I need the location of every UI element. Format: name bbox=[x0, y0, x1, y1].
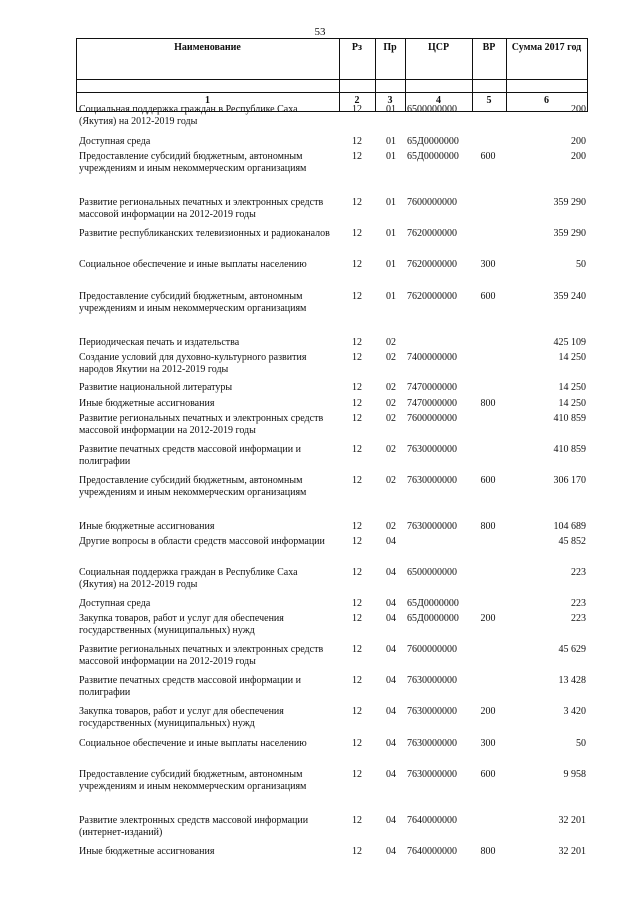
header-num-6: 6 bbox=[544, 95, 549, 106]
row-sum: 359 290 bbox=[553, 197, 586, 208]
row-csr: 7630000000 bbox=[407, 706, 457, 717]
row-pr: 01 bbox=[386, 259, 396, 270]
row-csr: 7470000000 bbox=[407, 398, 457, 409]
row-name: Развитие национальной литературы bbox=[79, 382, 233, 393]
row-name: Иные бюджетные ассигнования bbox=[79, 398, 215, 409]
row-pr: 04 bbox=[386, 598, 396, 609]
row-vr: 600 bbox=[480, 475, 496, 486]
row-sum: 45 629 bbox=[558, 644, 586, 655]
row-rz: 12 bbox=[352, 815, 362, 826]
row-rz: 12 bbox=[352, 644, 362, 655]
row-sum: 14 250 bbox=[558, 352, 586, 363]
row-vr: 200 bbox=[480, 706, 496, 717]
row-name: Иные бюджетные ассигнования bbox=[79, 846, 215, 857]
row-pr: 02 bbox=[386, 352, 396, 363]
row-sum: 32 201 bbox=[558, 815, 586, 826]
row-name: Закупка товаров, работ и услуг для обеспечения государственных (муниципальных) нужд bbox=[79, 706, 284, 729]
row-csr: 7600000000 bbox=[407, 644, 457, 655]
row-csr: 7620000000 bbox=[407, 291, 457, 302]
row-name: Периодическая печать и издательства bbox=[79, 337, 240, 348]
row-pr: 02 bbox=[386, 475, 396, 486]
row-sum: 3 420 bbox=[563, 706, 586, 717]
row-pr: 04 bbox=[386, 613, 396, 624]
row-sum: 32 201 bbox=[558, 846, 586, 857]
row-csr: 7630000000 bbox=[407, 769, 457, 780]
row-name: Предоставление субсидий бюджетным, автономным учреждениям и иным некоммерческим организациям bbox=[79, 151, 307, 174]
row-csr: 7630000000 bbox=[407, 738, 457, 749]
row-rz: 12 bbox=[352, 613, 362, 624]
row-sum: 50 bbox=[576, 259, 586, 270]
row-sum: 200 bbox=[571, 104, 586, 115]
row-vr: 300 bbox=[480, 259, 496, 270]
header-sum: Сумма 2017 год bbox=[511, 42, 582, 53]
row-name: Развитие печатных средств массовой информации и полиграфии bbox=[79, 675, 301, 698]
row-pr: 04 bbox=[386, 706, 396, 717]
row-rz: 12 bbox=[352, 291, 362, 302]
row-sum: 45 852 bbox=[558, 536, 586, 547]
row-sum: 14 250 bbox=[558, 398, 586, 409]
row-sum: 9 958 bbox=[563, 769, 586, 780]
header-rz: Рз bbox=[351, 42, 363, 53]
row-sum: 50 bbox=[576, 738, 586, 749]
header-num-1: 1 bbox=[205, 95, 210, 106]
row-name: Доступная среда bbox=[79, 598, 151, 609]
row-pr: 02 bbox=[386, 521, 396, 532]
row-vr: 600 bbox=[480, 291, 496, 302]
row-csr: 7640000000 bbox=[407, 846, 457, 857]
row-name: Доступная среда bbox=[79, 136, 151, 147]
header-num-3: 3 bbox=[387, 95, 393, 106]
row-vr: 600 bbox=[480, 151, 496, 162]
header-num-5: 5 bbox=[486, 95, 492, 106]
header-vr: ВР bbox=[482, 42, 496, 53]
row-pr: 04 bbox=[386, 738, 396, 749]
row-pr: 02 bbox=[386, 398, 396, 409]
row-sum: 410 859 bbox=[553, 444, 586, 455]
row-name: Развитие республиканских телевизионных и радиоканалов bbox=[79, 228, 330, 239]
row-vr: 200 bbox=[480, 613, 496, 624]
row-csr: 65Д0000000 bbox=[407, 598, 459, 609]
row-pr: 01 bbox=[386, 104, 396, 115]
row-rz: 12 bbox=[352, 769, 362, 780]
row-csr: 7630000000 bbox=[407, 675, 457, 686]
page-number: 53 bbox=[314, 26, 326, 38]
row-sum: 223 bbox=[571, 598, 586, 609]
row-pr: 02 bbox=[386, 337, 396, 348]
row-csr: 7630000000 bbox=[407, 444, 457, 455]
row-vr: 800 bbox=[480, 398, 496, 409]
row-csr: 65Д0000000 bbox=[407, 151, 459, 162]
row-rz: 12 bbox=[352, 104, 362, 115]
row-csr: 7400000000 bbox=[407, 352, 457, 363]
row-name: Создание условий для духовно-культурного развития народов Якутии на 2012-2019 годы bbox=[79, 352, 307, 375]
row-sum: 359 290 bbox=[553, 228, 586, 239]
row-name: Предоставление субсидий бюджетным, автономным учреждениям и иным некоммерческим организациям bbox=[79, 291, 307, 314]
row-sum: 306 170 bbox=[553, 475, 586, 486]
row-pr: 04 bbox=[386, 536, 396, 547]
row-rz: 12 bbox=[352, 521, 362, 532]
row-csr: 7470000000 bbox=[407, 382, 457, 393]
row-rz: 12 bbox=[352, 444, 362, 455]
row-vr: 800 bbox=[480, 846, 496, 857]
row-rz: 12 bbox=[352, 706, 362, 717]
row-sum: 223 bbox=[571, 567, 586, 578]
row-name: Предоставление субсидий бюджетным, автономным учреждениям и иным некоммерческим организациям bbox=[79, 769, 307, 792]
row-name: Развитие региональных печатных и электронных средств массовой информации на 2012-2019 годы bbox=[79, 644, 324, 667]
row-csr: 7640000000 bbox=[407, 815, 457, 826]
header-csr: ЦСР bbox=[427, 42, 450, 53]
row-csr: 65Д0000000 bbox=[407, 136, 459, 147]
row-name: Развитие региональных печатных и электронных средств массовой информации на 2012-2019 годы bbox=[79, 197, 324, 220]
row-rz: 12 bbox=[352, 475, 362, 486]
header-num-4: 4 bbox=[436, 95, 441, 106]
row-csr: 7630000000 bbox=[407, 475, 457, 486]
row-sum: 13 428 bbox=[558, 675, 586, 686]
row-vr: 300 bbox=[480, 738, 496, 749]
row-name: Закупка товаров, работ и услуг для обеспечения государственных (муниципальных) нужд bbox=[79, 613, 284, 636]
row-csr: 7600000000 bbox=[407, 197, 457, 208]
row-pr: 02 bbox=[386, 382, 396, 393]
row-csr: 65Д0000000 bbox=[407, 613, 459, 624]
row-rz: 12 bbox=[352, 197, 362, 208]
row-pr: 01 bbox=[386, 197, 396, 208]
row-vr: 600 bbox=[480, 769, 496, 780]
row-csr: 7630000000 bbox=[407, 521, 457, 532]
row-name: Развитие электронных средств массовой информации (интернет-изданий) bbox=[79, 815, 309, 838]
row-sum: 104 689 bbox=[553, 521, 586, 532]
row-name: Социальная поддержка граждан в Республике Саха (Якутия) на 2012-2019 годы bbox=[79, 104, 298, 127]
row-rz: 12 bbox=[352, 136, 362, 147]
row-sum: 359 240 bbox=[553, 291, 586, 302]
row-sum: 425 109 bbox=[553, 337, 586, 348]
header-num-2: 2 bbox=[354, 95, 360, 106]
row-name: Развитие печатных средств массовой информации и полиграфии bbox=[79, 444, 301, 467]
row-pr: 01 bbox=[386, 228, 396, 239]
row-rz: 12 bbox=[352, 259, 362, 270]
header-name: Наименование bbox=[174, 42, 241, 53]
header-pr: Пр bbox=[383, 42, 397, 53]
row-name: Социальное обеспечение и иные выплаты населению bbox=[79, 259, 307, 270]
row-name: Развитие региональных печатных и электронных средств массовой информации на 2012-2019 годы bbox=[79, 413, 324, 436]
row-pr: 04 bbox=[386, 675, 396, 686]
row-rz: 12 bbox=[352, 738, 362, 749]
row-vr: 800 bbox=[480, 521, 496, 532]
row-csr: 7620000000 bbox=[407, 228, 457, 239]
row-rz: 12 bbox=[352, 598, 362, 609]
row-rz: 12 bbox=[352, 567, 362, 578]
row-rz: 12 bbox=[352, 413, 362, 424]
row-rz: 12 bbox=[352, 151, 362, 162]
row-pr: 02 bbox=[386, 444, 396, 455]
row-pr: 04 bbox=[386, 567, 396, 578]
row-csr: 7620000000 bbox=[407, 259, 457, 270]
row-csr: 6500000000 bbox=[407, 567, 457, 578]
row-name: Другие вопросы в области средств массовой информации bbox=[79, 536, 325, 547]
row-rz: 12 bbox=[352, 228, 362, 239]
row-pr: 04 bbox=[386, 815, 396, 826]
row-pr: 01 bbox=[386, 136, 396, 147]
row-rz: 12 bbox=[352, 382, 362, 393]
row-csr: 7600000000 bbox=[407, 413, 457, 424]
row-pr: 04 bbox=[386, 644, 396, 655]
row-rz: 12 bbox=[352, 536, 362, 547]
row-pr: 04 bbox=[386, 769, 396, 780]
row-name: Иные бюджетные ассигнования bbox=[79, 521, 215, 532]
row-sum: 200 bbox=[571, 136, 586, 147]
row-rz: 12 bbox=[352, 352, 362, 363]
row-name: Социальная поддержка граждан в Республике Саха (Якутия) на 2012-2019 годы bbox=[79, 567, 298, 590]
row-pr: 04 bbox=[386, 846, 396, 857]
row-csr: 6500000000 bbox=[407, 104, 457, 115]
row-name: Предоставление субсидий бюджетным, автономным учреждениям и иным некоммерческим организациям bbox=[79, 475, 307, 498]
row-rz: 12 bbox=[352, 398, 362, 409]
row-rz: 12 bbox=[352, 846, 362, 857]
row-rz: 12 bbox=[352, 337, 362, 348]
row-rz: 12 bbox=[352, 675, 362, 686]
row-sum: 200 bbox=[571, 151, 586, 162]
row-sum: 223 bbox=[571, 613, 586, 624]
row-pr: 01 bbox=[386, 291, 396, 302]
row-sum: 410 859 bbox=[553, 413, 586, 424]
row-sum: 14 250 bbox=[558, 382, 586, 393]
row-pr: 02 bbox=[386, 413, 396, 424]
row-pr: 01 bbox=[386, 151, 396, 162]
row-name: Социальное обеспечение и иные выплаты населению bbox=[79, 738, 307, 749]
